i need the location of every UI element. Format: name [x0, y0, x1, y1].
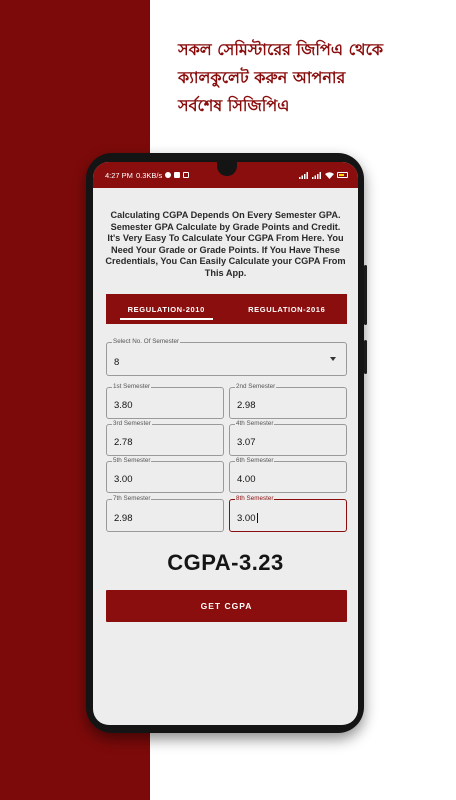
promo-headline	[178, 36, 448, 120]
semester-5-label: 5th Semester	[113, 457, 151, 464]
phone-screen	[93, 162, 358, 725]
semester-8-value: 3.00	[237, 513, 256, 524]
semester-7-field[interactable]	[106, 495, 224, 532]
signal-icon-2	[312, 172, 322, 179]
semester-2-value: 2.98	[237, 400, 256, 411]
semester-4-value: 3.07	[237, 437, 256, 448]
semester-3-label: 3rd Semester	[113, 420, 151, 427]
semester-8-value-wrap	[237, 513, 258, 524]
status-speed: 0.3KB/s	[135, 170, 163, 180]
semester-8-label: 8th Semester	[236, 495, 274, 502]
semester-5-field[interactable]	[106, 457, 224, 493]
text-cursor	[257, 513, 258, 523]
semester-1-label: 1st Semester	[113, 383, 151, 390]
battery-icon	[337, 172, 348, 178]
semester-6-field[interactable]	[229, 457, 347, 493]
vpn-icon	[174, 172, 180, 178]
promo-line-3: সর্বশেষ সিজিপিএ	[178, 96, 290, 115]
semester-6-label: 6th Semester	[236, 457, 274, 464]
semester-6-value: 4.00	[237, 474, 256, 485]
semester-3-field[interactable]	[106, 420, 224, 456]
status-bar	[93, 162, 358, 188]
phone-volume-button	[364, 265, 367, 325]
phone-power-button	[364, 340, 367, 374]
semester-2-label: 2nd Semester	[236, 383, 276, 390]
semester-7-value: 2.98	[114, 513, 133, 524]
semester-count-value: 8	[114, 357, 120, 368]
notification-icon	[165, 172, 171, 178]
semester-count-select[interactable]	[106, 338, 347, 376]
semester-1-field[interactable]	[106, 383, 224, 419]
semester-4-field[interactable]	[229, 420, 347, 456]
promo-line-1: সকল সেমিস্টারের জিপিএ থেকে	[178, 40, 384, 59]
screen-icon	[183, 172, 189, 178]
chevron-down-icon	[330, 357, 336, 361]
semester-count-label: Select No. Of Semester	[113, 338, 180, 345]
status-time: 4:27 PM	[105, 170, 133, 180]
semester-8-field[interactable]	[229, 495, 347, 532]
camera-notch	[217, 162, 237, 176]
app-description: Calculating CGPA Depends On Every Semester GPA. Semester GPA Calculate by Grade Points and Credit. It's Very Easy To Calculate Your CGPA From Here. You Need Your Grade or Grade Points. If You Have These Credentials, You Can Easily Calculate your CGPA From This App.	[105, 210, 346, 278]
tab-regulation-2010[interactable]: REGULATION-2010	[106, 294, 227, 324]
promo-line-2: ক্যালকুলেট করুন আপনার	[178, 68, 346, 87]
signal-icon	[299, 172, 309, 179]
get-cgpa-button[interactable]: GET CGPA	[106, 590, 347, 622]
semester-3-value: 2.78	[114, 437, 133, 448]
cgpa-result: CGPA-3.23	[167, 550, 284, 575]
semester-1-value: 3.80	[114, 400, 133, 411]
regulation-tabs	[106, 294, 347, 324]
semester-7-label: 7th Semester	[113, 495, 151, 502]
wifi-icon	[325, 172, 334, 179]
semester-5-value: 3.00	[114, 474, 133, 485]
semester-2-field[interactable]	[229, 383, 347, 419]
tab-regulation-2016[interactable]: REGULATION-2016	[248, 304, 326, 314]
semester-4-label: 4th Semester	[236, 420, 274, 427]
